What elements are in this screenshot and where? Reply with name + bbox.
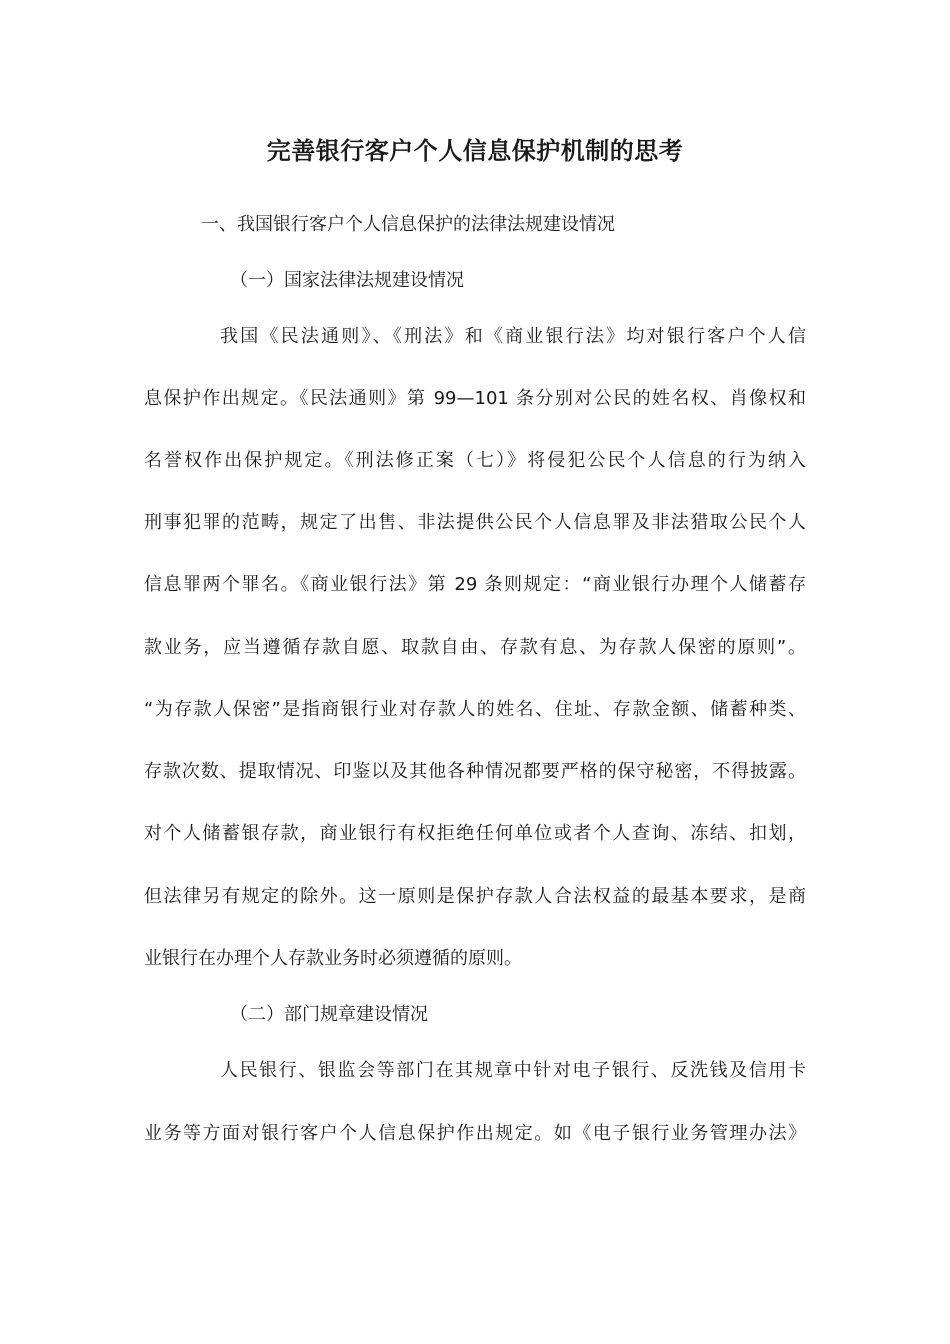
document-title: 完善银行客户个人信息保护机制的思考 xyxy=(266,137,684,165)
paragraph-line: 存款次数、提取情况、印鉴以及其他各种情况都要严格的保守秘密，不得披露。 xyxy=(144,761,806,782)
paragraph-line: 信息罪两个罪名。《商业银行法》第 29 条则规定：“商业银行办理个人储蓄存 xyxy=(144,574,806,595)
paragraph-line: 对个人储蓄银存款，商业银行有权拒绝任何单位或者个人查询、冻结、扣划， xyxy=(144,823,806,844)
paragraph-line: 息保护作出规定。《民法通则》第 99—101 条分别对公民的姓名权、肖像权和 xyxy=(144,388,806,409)
paragraph-line: “为存款人保密”是指商银行业对存款人的姓名、住址、存款金额、储蓄种类、 xyxy=(144,699,806,720)
paragraph-line: 业务等方面对银行客户个人信息保护作出规定。如《电子银行业务管理办法》 xyxy=(144,1123,806,1144)
subsection-heading-1: （一）国家法律法规建设情况 xyxy=(230,270,464,291)
paragraph-line: 我国《民法通则》、《刑法》和《商业银行法》均对银行客户个人信 xyxy=(220,326,806,347)
paragraph-line: 名誉权作出保护规定。《刑法修正案（七）》将侵犯公民个人信息的行为纳入 xyxy=(144,450,806,471)
paragraph-line: 刑事犯罪的范畴，规定了出售、非法提供公民个人信息罪及非法猎取公民个人 xyxy=(144,512,806,533)
paragraph-line: 人民银行、银监会等部门在其规章中针对电子银行、反洗钱及信用卡 xyxy=(220,1060,806,1081)
paragraph-line: 但法律另有规定的除外。这一原则是保护存款人合法权益的最基本要求，是商 xyxy=(144,886,806,907)
paragraph-line: 业银行在办理个人存款业务时必须遵循的原则。 xyxy=(144,948,522,969)
subsection-heading-2: （二）部门规章建设情况 xyxy=(230,1004,428,1025)
paragraph-line: 款业务，应当遵循存款自愿、取款自由、存款有息、为存款人保密的原则”。 xyxy=(144,637,806,658)
section-heading-1: 一、我国银行客户个人信息保护的法律法规建设情况 xyxy=(201,214,615,235)
